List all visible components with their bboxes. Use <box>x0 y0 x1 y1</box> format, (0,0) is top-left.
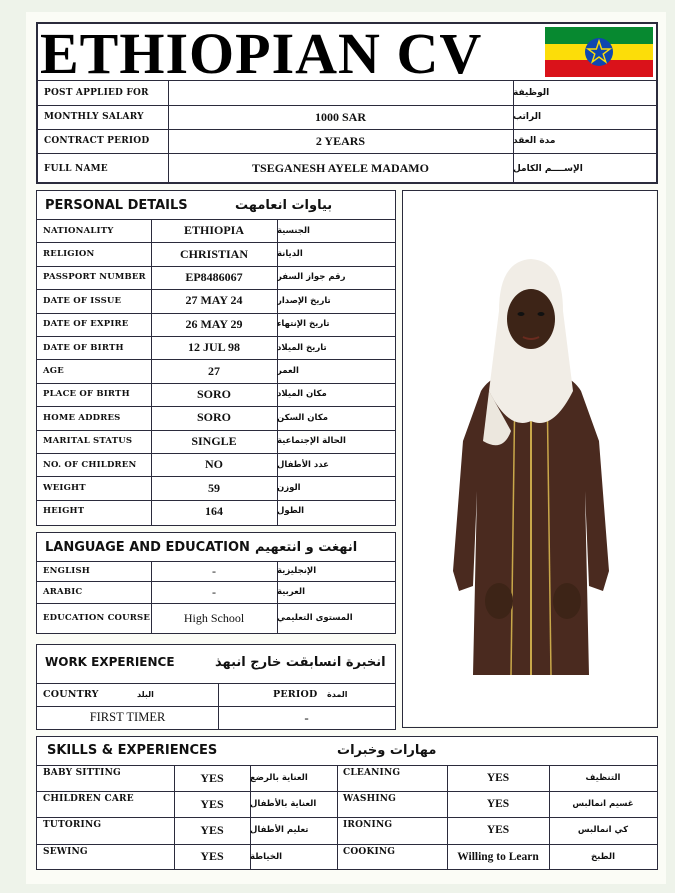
personal-label: DATE OF BIRTH <box>43 342 124 353</box>
personal-label-ar: رقم جواز السفر <box>277 272 346 283</box>
top-label-ar: الراتب <box>513 112 542 122</box>
personal-label-ar: الحالة الإجتماعية <box>277 436 346 447</box>
country-label-ar: البلد <box>137 690 154 699</box>
header-box <box>36 22 658 184</box>
language-label: ENGLISH <box>43 566 91 576</box>
skill-label: CHILDREN CARE <box>43 794 134 805</box>
personal-label-ar: الديانة <box>277 249 303 260</box>
top-label: CONTRACT PERIOD <box>44 136 150 146</box>
personal-label: AGE <box>43 366 64 377</box>
personal-label-ar: مكان السكن <box>277 412 328 423</box>
personal-label: DATE OF ISSUE <box>43 295 122 306</box>
top-label-ar: الوظيفة <box>513 87 550 98</box>
personal-label-ar: الوزن <box>277 483 301 494</box>
language-education-title: LANGUAGE AND EDUCATION <box>45 539 250 555</box>
top-label-ar: الإســــم الكامل <box>513 163 583 174</box>
period-label-ar: المدة <box>327 690 348 699</box>
skill-label: WASHING <box>343 794 397 805</box>
skill-label-ar: تعليم الأطفال <box>250 825 309 836</box>
personal-value: 27 <box>208 363 220 378</box>
top-label: FULL NAME <box>44 163 108 174</box>
skill-label-ar: العناية بالرضع <box>250 773 308 784</box>
skill-value: YES <box>486 798 510 811</box>
personal-value: 27 MAY 24 <box>185 293 243 308</box>
personal-label: HOME ADDRES <box>43 412 121 423</box>
skill-label: IRONING <box>343 820 393 831</box>
country-label: COUNTRY <box>43 689 99 700</box>
skill-value: YES <box>200 849 224 864</box>
skill-label: COOKING <box>343 846 396 857</box>
cv-sheet <box>26 12 666 884</box>
personal-value: 59 <box>208 480 220 495</box>
work-experience-section <box>36 644 396 730</box>
personal-label-ar: تاريخ الميلاد <box>277 342 327 353</box>
cv-title: ETHIOPIAN CV <box>40 20 483 86</box>
skill-label: SEWING <box>43 846 88 857</box>
work-experience-title: WORK EXPERIENCE <box>45 655 175 669</box>
skill-value: Willing to Learn <box>457 850 539 863</box>
personal-label: MARITAL STATUS <box>43 436 133 447</box>
personal-details-section <box>36 190 396 526</box>
top-label: POST APPLIED FOR <box>44 87 149 98</box>
skill-label-ar: العناية بالأطفال <box>250 799 317 810</box>
top-value: 2 YEARS <box>315 133 366 148</box>
personal-value: SORO <box>196 386 231 401</box>
personal-value: ETHIOPIA <box>183 223 244 238</box>
skill-label: BABY SITTING <box>43 768 121 778</box>
skill-value: YES <box>486 772 510 785</box>
personal-label-ar: عدد الأطفال <box>277 459 329 470</box>
skills-title: SKILLS & EXPERIENCES <box>47 742 218 758</box>
personal-label: NO. OF CHILDREN <box>43 459 137 470</box>
skill-label-ar: الطبخ <box>591 851 615 862</box>
candidate-photo <box>403 191 656 726</box>
language-education-section <box>36 532 396 634</box>
top-value <box>168 80 513 105</box>
skill-value: YES <box>200 822 224 837</box>
ethiopian-flag <box>545 27 653 77</box>
country-value: FIRST TIMER <box>89 710 166 724</box>
personal-label-ar: الطول <box>277 506 305 517</box>
personal-value: SORO <box>196 410 231 425</box>
top-label: MONTHLY SALARY <box>44 112 144 122</box>
personal-value: EP8486067 <box>185 269 243 284</box>
personal-label: DATE OF EXPIRE <box>43 319 129 330</box>
skill-value: YES <box>200 796 224 811</box>
skill-value: YES <box>486 824 510 837</box>
language-label-ar: العربية <box>277 587 306 597</box>
language-value: High School <box>183 610 245 625</box>
language-label-ar: الإنجليزية <box>277 566 317 576</box>
skills-section <box>36 736 658 870</box>
flag-icon <box>545 27 653 77</box>
period-value: - <box>304 709 309 725</box>
skills-title-ar: مهارات وخبرات <box>337 742 437 758</box>
personal-value: SINGLE <box>191 433 237 448</box>
personal-label: PASSPORT NUMBER <box>43 272 146 283</box>
skill-label-ar: غسيم انمالبس <box>572 799 634 810</box>
personal-details-title-ar: بياوات انعامهت <box>235 197 333 213</box>
skill-label: TUTORING <box>43 820 102 831</box>
personal-label-ar: تاريخ الإنتهاء <box>277 319 330 330</box>
language-label: EDUCATION COURSE <box>43 613 151 623</box>
language-education-title-ar: انهغت و انتعهيم <box>255 539 358 555</box>
skill-label: CLEANING <box>343 768 401 778</box>
skill-label-ar: التنظيف <box>585 773 621 784</box>
personal-label: HEIGHT <box>43 506 85 517</box>
personal-value: 12 JUL 98 <box>187 340 240 355</box>
period-label: PERIOD <box>273 689 318 700</box>
personal-value: 26 MAY 29 <box>185 316 243 331</box>
work-experience-title-ar: انخبرة انسابقت خارج انبهذ <box>215 654 386 670</box>
personal-label-ar: تاريخ الإصدار <box>277 295 331 306</box>
skill-label-ar: كي انمالبس <box>577 825 629 836</box>
personal-value: CHRISTIAN <box>179 246 248 261</box>
personal-label: RELIGION <box>43 249 95 260</box>
personal-label-ar: مكان الميلاد <box>277 389 327 400</box>
personal-label: PLACE OF BIRTH <box>43 389 130 400</box>
personal-value: NO <box>205 457 223 472</box>
personal-label: NATIONALITY <box>43 225 114 236</box>
language-label-ar: المستوى التعليمي <box>277 613 353 623</box>
personal-label-ar: الجنسية <box>277 225 310 236</box>
language-value: - <box>212 563 216 578</box>
personal-value: 164 <box>205 503 223 518</box>
language-label: ARABIC <box>43 587 83 597</box>
top-label-ar: مدة العقد <box>513 136 556 146</box>
photo-frame <box>402 190 658 728</box>
personal-label-ar: العمر <box>277 366 299 377</box>
personal-details-title: PERSONAL DETAILS <box>45 197 188 213</box>
language-value: - <box>212 584 216 599</box>
top-value: TSEGANESH AYELE MADAMO <box>252 161 429 175</box>
top-value: 1000 SAR <box>314 109 366 124</box>
personal-label: WEIGHT <box>43 483 86 494</box>
skill-value: YES <box>200 770 224 785</box>
skill-label-ar: الخياطة <box>250 851 283 862</box>
